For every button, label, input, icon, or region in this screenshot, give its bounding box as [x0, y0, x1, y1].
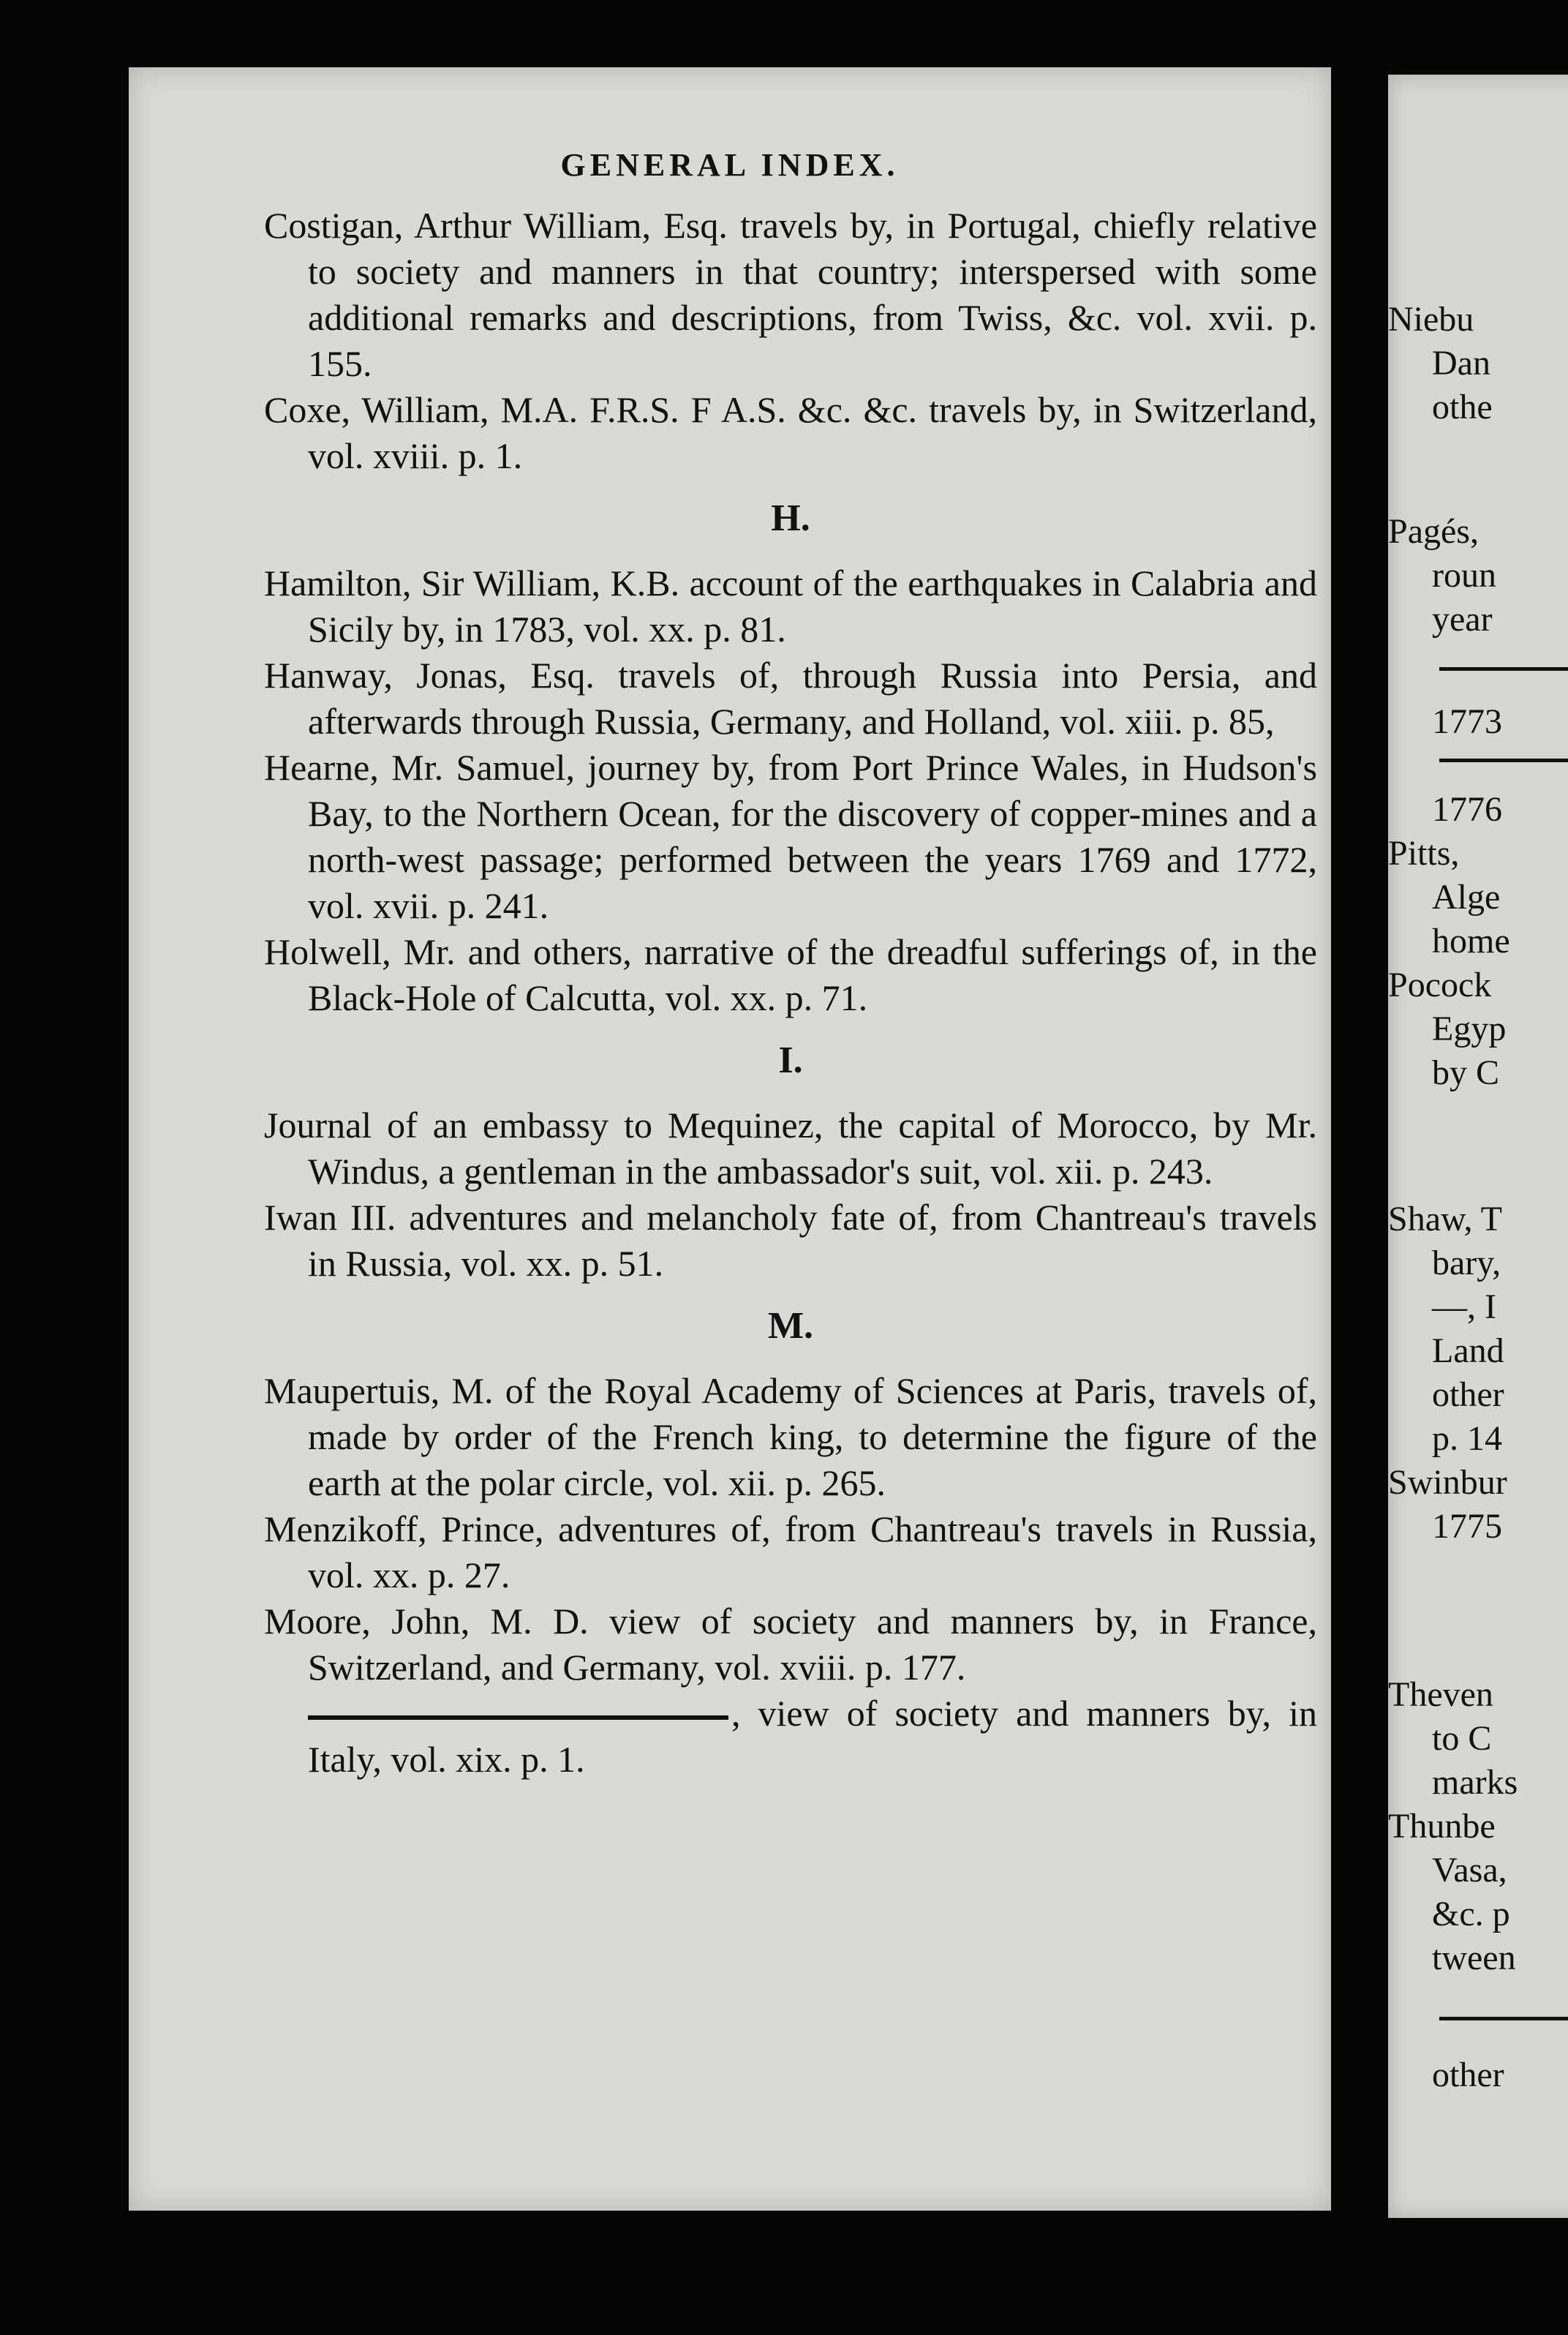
index-entry: Hamilton, Sir William, K.B. account of the earthquakes in Calabria and Sicily by, in 1783, vol. xx. p. 81.	[264, 563, 1317, 650]
index-entry: Costigan, Arthur William, Esq. travels by, in Portugal, chiefly relative to society and manners in that country; interspersed with some additional remarks and descriptions, from Twiss, &c. vol. xvii. p. 155.	[264, 205, 1317, 384]
index-entry: Coxe, William, M.A. F.R.S. F A.S. &c. &c. travels by, in Switzerland, vol. xviii. p. 1.	[264, 389, 1317, 476]
index-page	[129, 67, 1331, 2211]
facing-page-fragment: Pagés,	[1388, 512, 1479, 551]
facing-page-fragment: 1776	[1432, 790, 1502, 829]
section-letter: I.	[778, 1039, 803, 1081]
facing-page-fragment: Shaw, T	[1388, 1200, 1502, 1238]
index-entry: Maupertuis, M. of the Royal Academy of Sciences at Paris, travels of, made by order of the French king, to determine the figure of the earth at the polar circle, vol. xii. p. 265.	[264, 1370, 1317, 1503]
facing-page-fragment: &c. p	[1432, 1895, 1510, 1933]
facing-page-rule	[1439, 667, 1568, 671]
running-header: GENERAL INDEX.	[560, 147, 900, 183]
facing-page-fragment: Pocock	[1388, 966, 1492, 1004]
facing-page-fragment: Vasa,	[1432, 1851, 1507, 1890]
facing-page-fragment: year	[1432, 600, 1493, 639]
facing-page-rule	[1439, 759, 1568, 762]
facing-page-fragment: marks	[1432, 1763, 1518, 1802]
facing-page-fragment: othe	[1432, 388, 1493, 426]
facing-page-fragment: p. 14	[1432, 1419, 1502, 1458]
facing-page-fragment: Thunbe	[1388, 1807, 1496, 1846]
facing-page-fragment: Dan	[1432, 344, 1490, 383]
section-letter: M.	[767, 1305, 814, 1347]
facing-page-fragment: Swinbur	[1388, 1463, 1507, 1502]
facing-page-fragment: roun	[1432, 556, 1496, 595]
facing-page-fragment: Alge	[1432, 878, 1501, 917]
facing-page-fragment: Niebu	[1388, 300, 1474, 339]
index-entry-continuation	[264, 1691, 1317, 1783]
facing-page-fragments	[1388, 75, 1568, 2218]
facing-page-fragment: home	[1432, 922, 1510, 960]
continuation-text: , view of society and manners by, in Italy, vol. xix. p. 1.	[308, 1693, 1317, 1780]
index-entry: Holwell, Mr. and others, narrative of the dreadful sufferings of, in the Black-Hole of Calcutta, vol. xx. p. 71.	[264, 931, 1317, 1018]
index-entry: Moore, John, M. D. view of society and manners by, in France, Switzerland, and Germany, vol. xviii. p. 177.	[264, 1601, 1317, 1688]
facing-page-fragment: Pitts,	[1388, 834, 1460, 873]
facing-page-fragment: Theven	[1388, 1675, 1493, 1714]
facing-page-fragment: by C	[1432, 1053, 1500, 1092]
facing-page-fragment: 1773	[1432, 702, 1502, 741]
ditto-dash	[308, 1715, 728, 1720]
facing-page-fragment: bary,	[1432, 1244, 1501, 1282]
facing-page-edge	[1388, 75, 1568, 2218]
facing-page-fragment: —, I	[1432, 1287, 1496, 1326]
index-entry: Journal of an embassy to Mequinez, the capital of Morocco, by Mr. Windus, a gentleman in the ambassador's suit, vol. xii. p. 243.	[264, 1105, 1317, 1192]
facing-page-rule	[1439, 2017, 1568, 2020]
index-entry: Menzikoff, Prince, adventures of, from Chantreau's travels in Russia, vol. xx. p. 27.	[264, 1508, 1317, 1595]
index-entries	[264, 203, 1317, 1783]
index-entry: Hanway, Jonas, Esq. travels of, through Russia into Persia, and afterwards through Russia, Germany, and Holland, vol. xiii. p. 85,	[264, 655, 1317, 742]
facing-page-fragment: Land	[1432, 1331, 1504, 1370]
facing-page-fragment: other	[1432, 2056, 1504, 2094]
facing-page-fragment: 1775	[1432, 1507, 1502, 1546]
facing-page-fragment: to C	[1432, 1719, 1492, 1758]
section-letter: H.	[771, 497, 810, 539]
facing-page-fragment: other	[1432, 1375, 1504, 1414]
facing-page-fragment: Egyp	[1432, 1009, 1507, 1048]
index-entry: Iwan III. adventures and melancholy fate of, from Chantreau's travels in Russia, vol. xx. p. 51.	[264, 1197, 1317, 1284]
index-entry: Hearne, Mr. Samuel, journey by, from Port Prince Wales, in Hudson's Bay, to the Northern Ocean, for the discovery of copper-mines and a north-west passage; performed between the years 1769 and 1772, vol. xvii. p. 241.	[264, 747, 1317, 926]
facing-page-fragment: tween	[1432, 1939, 1516, 1977]
